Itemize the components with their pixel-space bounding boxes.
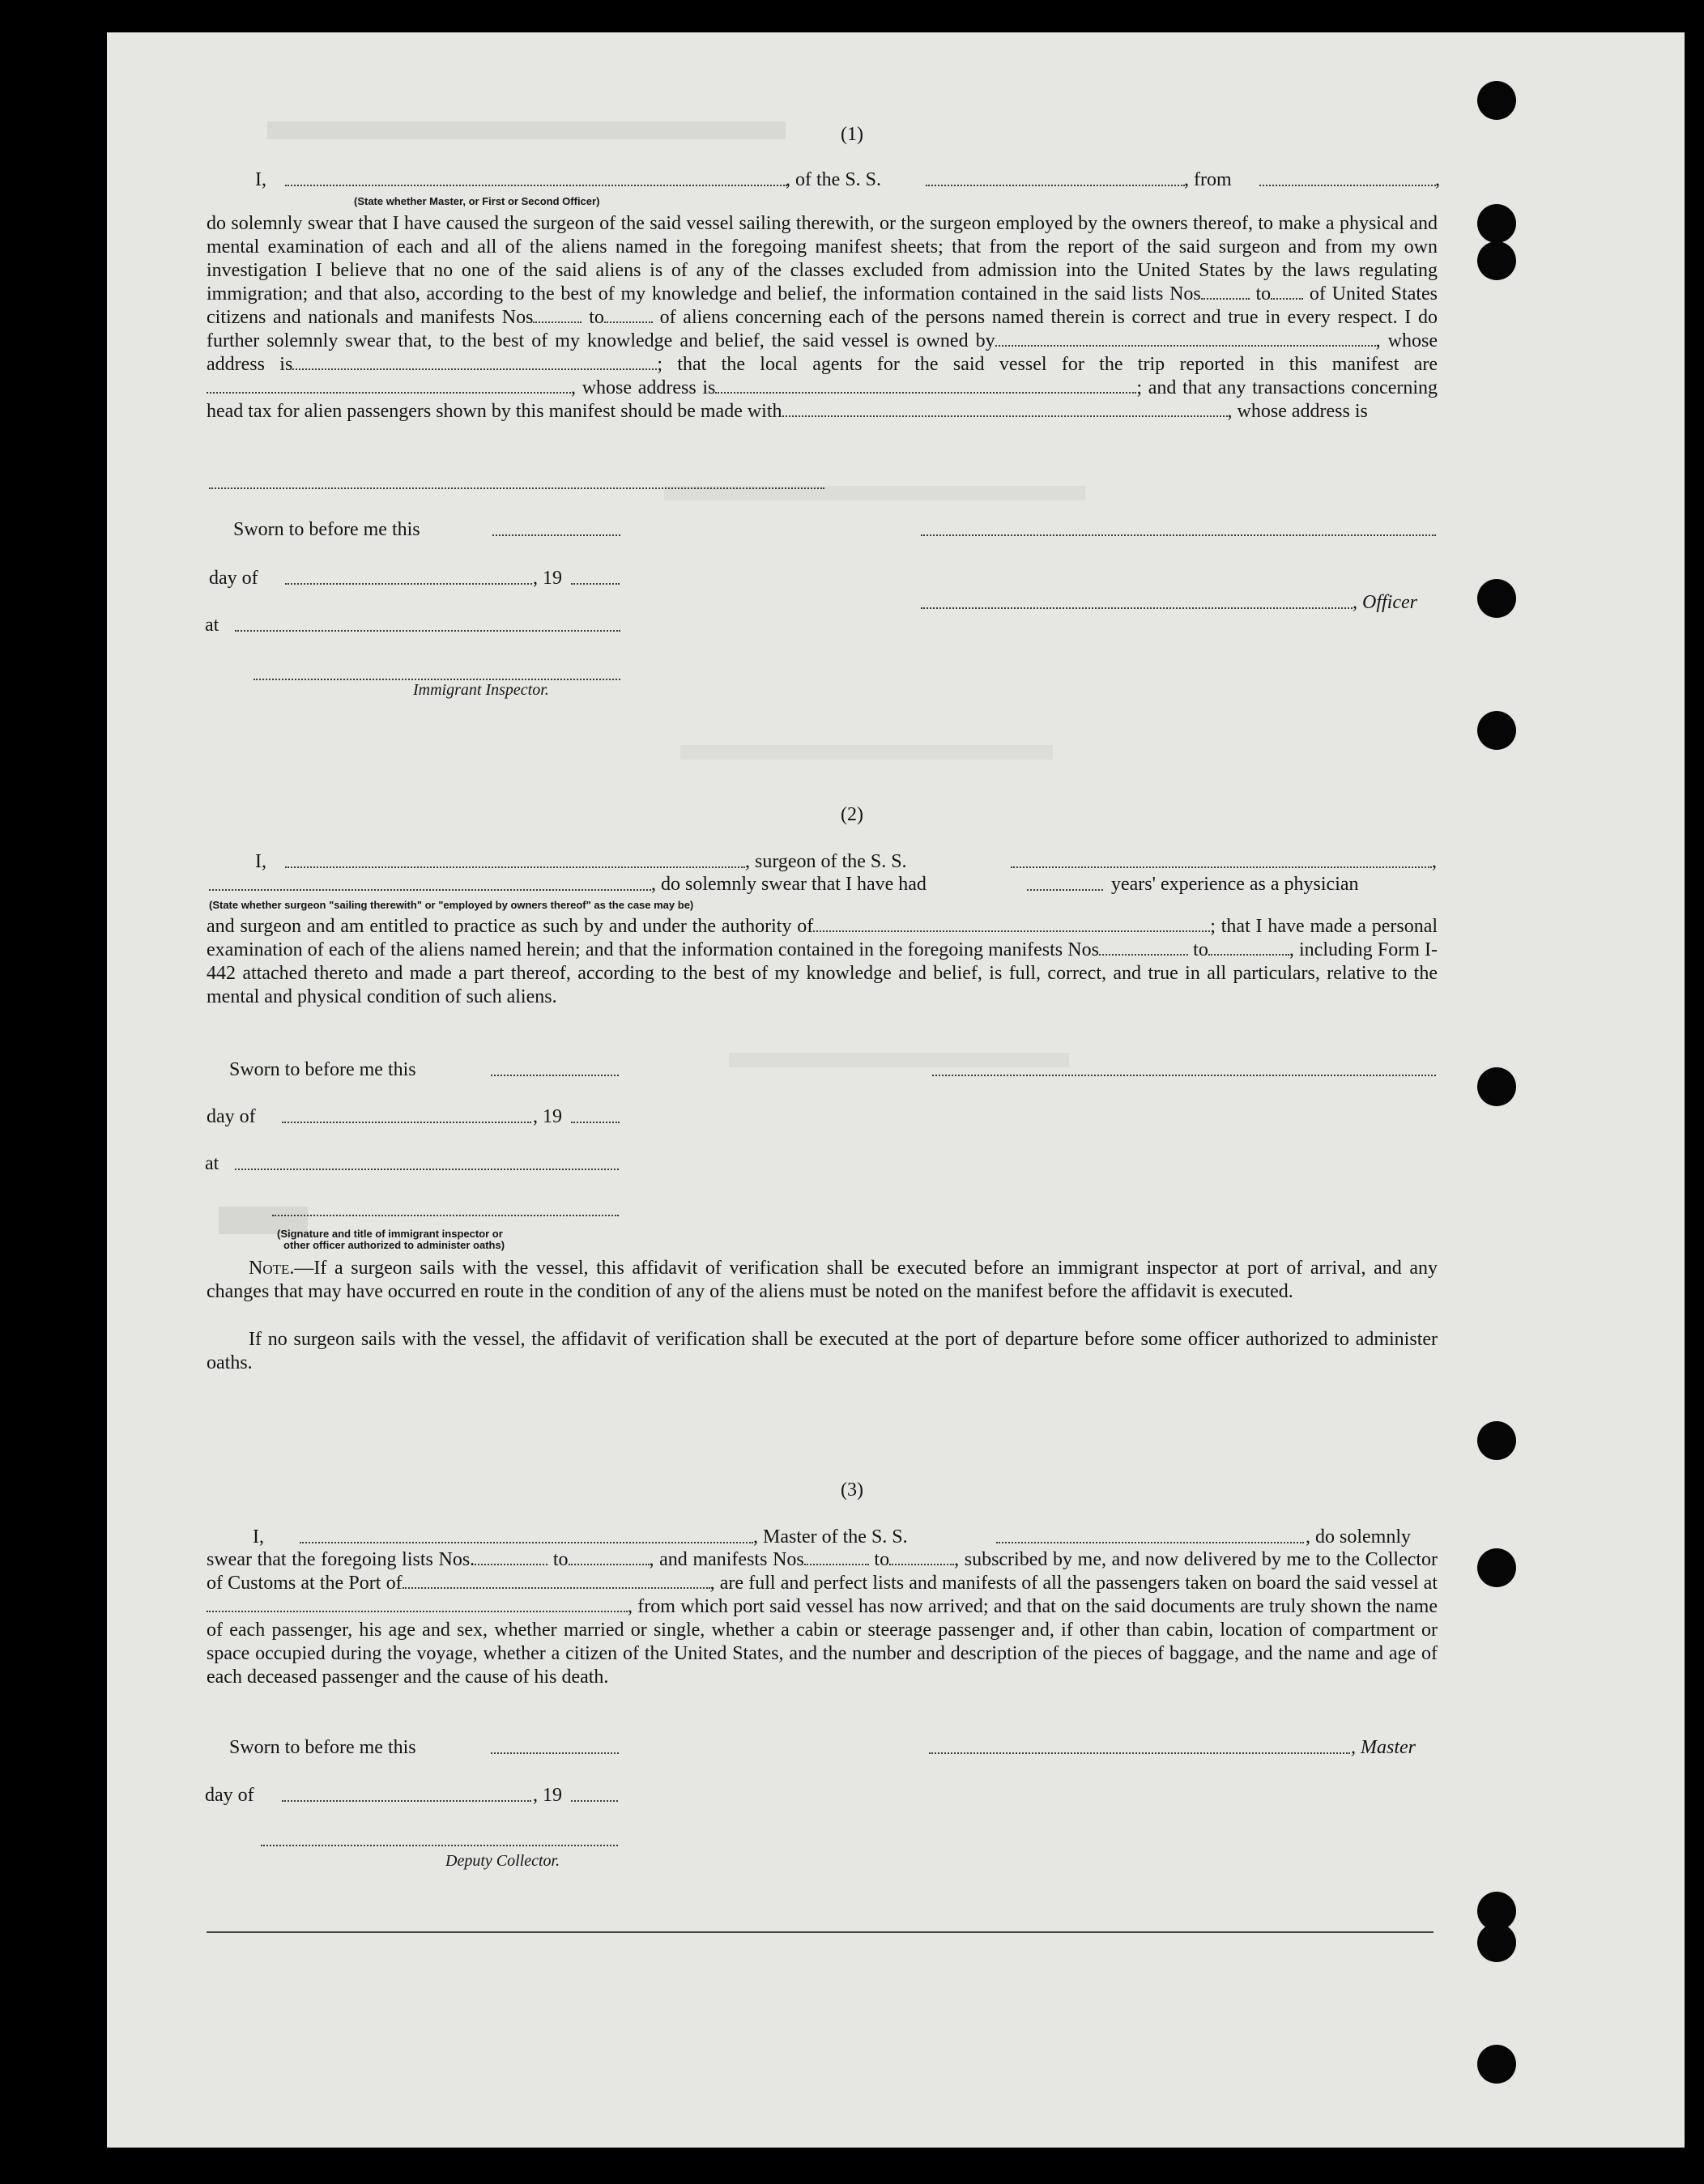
note-paragraph-1 xyxy=(207,1257,1438,1304)
year-label-1: , 19 xyxy=(533,568,562,589)
punch-hole xyxy=(1477,1421,1516,1460)
section-1-from: , from xyxy=(1184,169,1232,190)
sworn-label-2: Sworn to before me this xyxy=(229,1059,416,1080)
punch-hole xyxy=(1477,2045,1516,2084)
surgeon-status-field[interactable] xyxy=(209,889,651,891)
section-3-i: I, xyxy=(253,1526,264,1548)
day-of-label-2: day of xyxy=(207,1106,256,1127)
day-of-label-3: day of xyxy=(205,1785,254,1806)
to-word: to xyxy=(589,307,604,328)
place-field-2[interactable] xyxy=(235,1169,619,1170)
head-tax-address-field[interactable] xyxy=(209,487,824,489)
section-1-i: I, xyxy=(255,169,266,190)
departure-port-field[interactable] xyxy=(1259,185,1436,186)
note-paragraph-2 xyxy=(207,1328,1438,1375)
section-3-body-a: swear that the foregoing lists Nos. xyxy=(207,1549,475,1570)
surgeon-manifests-from-field[interactable] xyxy=(1099,939,1188,956)
section-3-body-c: manifests of all the passengers taken on board the said vessel at xyxy=(942,1573,1438,1594)
place-field-1[interactable] xyxy=(235,630,620,632)
head-tax-party-field[interactable] xyxy=(782,401,1228,417)
section-1-body-a: do solemnly swear that I have caused the surgeon of the said vessel sailing therewith, or the surgeon employed by the owners thereof, to make a physical and mental examination of each and all of the aliens named in the foregoing manifest sheets; that from the report of the said surgeon and from my own investigation I believe that no one of the said aliens is of any of the classes excluded from admission into the United States by the laws regulating immigration; and that also, according to the best of my knowledge and belief, the information contained in the said lists Nos xyxy=(207,213,1438,304)
and-manifests-label: , and manifests Nos xyxy=(649,1549,804,1570)
section-1-body-c: of aliens concerning each of the persons named therein is correct and true in every respect. I do further solemnly swear that, to the best of my knowledge and belief, the said vessel is owned by xyxy=(207,307,1438,351)
master-name-field[interactable] xyxy=(285,185,787,186)
punch-hole xyxy=(1477,204,1516,243)
section-3-body-d: port said vessel has now arrived; and that on the said documents are truly shown the name of each passenger, his age and sex, whether married or single, whether a cabin or steerage passenger and, if other than cabin, location of compartment or space occupied during the voyage, whether a citizen of the United States, and the number and description of the pieces of baggage, and the name and age of each deceased passenger and the cause of his death. xyxy=(207,1596,1438,1688)
section-2-body-c: , including Form I-442 attached thereto and made a part thereof, according to the best of my knowledge and belief, is full, correct, and true in all particulars, relative to the mental and physical condition of such aliens. xyxy=(207,939,1438,1007)
sworn-label-3: Sworn to before me this xyxy=(229,1737,416,1758)
section-2-number: (2) xyxy=(841,804,863,825)
at-label-2: at xyxy=(205,1153,219,1174)
authority-field[interactable] xyxy=(813,916,1210,932)
years-label: years' experience as a physician xyxy=(1111,874,1359,895)
punch-hole xyxy=(1477,1923,1516,1962)
to-word: to xyxy=(874,1549,890,1570)
section-2-body-b: that I have made a personal examination of each of the aliens named herein; and that the information contained in the foregoing manifests Nos xyxy=(207,916,1438,960)
surgeon-manifests-to-field[interactable] xyxy=(1208,939,1289,956)
surgeon-name-field[interactable] xyxy=(285,866,745,868)
section-2-body: and surgeon and am entitled to practice as such by and under the authority of ; that I have made a personal examination of each of the aliens named herein; and that the information contained in the foregoing manifests Nos to , including Form I-442 attached thereto and made a part thereof, according to the best of my knowledge and belief, is full, correct, and true in all particulars, relative to the mental and physical condition of such aliens. xyxy=(207,916,1438,1007)
port-of-arrival-field[interactable] xyxy=(403,1573,710,1589)
officer-name-field[interactable] xyxy=(921,607,1353,609)
year-field-1[interactable] xyxy=(571,583,620,585)
month-field-2[interactable] xyxy=(282,1122,531,1123)
lists-to-field-3[interactable] xyxy=(569,1549,650,1565)
solemnly-label: , do solemnly xyxy=(1306,1526,1411,1548)
owner-field[interactable] xyxy=(995,330,1376,347)
deputy-caption: Deputy Collector. xyxy=(445,1852,560,1870)
sworn-date-field-2[interactable] xyxy=(491,1075,619,1076)
surgeon-of-label: , surgeon of the S. S. xyxy=(745,851,907,872)
punch-hole xyxy=(1477,1067,1516,1106)
owner-address-field[interactable] xyxy=(292,354,657,370)
lists-from-field-3[interactable] xyxy=(475,1549,547,1565)
master-signature-field[interactable] xyxy=(929,1752,1350,1754)
section-3-body xyxy=(207,1548,1438,1689)
master-label: , Master xyxy=(1351,1737,1416,1758)
sworn-date-field-1[interactable] xyxy=(492,534,620,536)
officer-label: , Officer xyxy=(1353,592,1417,613)
inspector-caption: Immigrant Inspector. xyxy=(413,681,549,699)
note-text-1: —If a surgeon sails with the vessel, this affidavit of verification shall be executed before an immigrant inspector at port of arrival, and any changes that may have occurred en route in the condition of any of the aliens must be noted on the manifest before the affidavit is executed. xyxy=(207,1258,1438,1302)
manifests-to-field[interactable] xyxy=(604,307,653,323)
comma-mark: , xyxy=(1435,169,1440,190)
bleed-through-mark xyxy=(680,745,1053,760)
at-label-1: at xyxy=(205,615,219,636)
bleed-through-mark xyxy=(729,1053,1069,1067)
signature-field-2[interactable] xyxy=(932,1075,1436,1076)
comma-mark: , xyxy=(1432,851,1437,872)
manifests-from-field-3[interactable] xyxy=(804,1549,869,1565)
ship-name-field-3[interactable] xyxy=(996,1542,1304,1543)
year-field-2[interactable] xyxy=(571,1122,620,1123)
surgeon-status-note: (State whether surgeon "sailing therewith" or "employed by owners thereof" as the case may be) xyxy=(209,899,694,911)
owner-address-label: , whose address is xyxy=(207,330,1438,375)
full-label: , are full and perfect lists and xyxy=(709,1573,937,1594)
month-field-3[interactable] xyxy=(282,1800,531,1802)
head-tax-address-label: , whose address is xyxy=(1227,401,1368,422)
section-2-body-a: and surgeon and am entitled to practice as such by and under the authority of xyxy=(207,916,814,937)
subscribed-label: , subscribed by me, and now xyxy=(954,1549,1179,1570)
master-name-field-3[interactable] xyxy=(300,1542,753,1543)
agents-address-field[interactable] xyxy=(715,377,1136,394)
surgeon-ship-field[interactable] xyxy=(1011,866,1432,868)
section-3-number: (3) xyxy=(841,1479,863,1501)
section-3-body-b: delivered by me to the Collector of Customs at the Port of xyxy=(207,1549,1438,1594)
section-1-body-e: ; and that any transactions concerning head tax for alien passengers shown by this manifest should be made with xyxy=(207,377,1438,422)
signature-field-1[interactable] xyxy=(921,534,1436,536)
year-label-2: , 19 xyxy=(533,1106,562,1127)
to-word: to xyxy=(1193,939,1208,960)
punch-hole xyxy=(1477,81,1516,120)
bottom-rule xyxy=(207,1931,1433,1933)
section-1-body: do solemnly swear that I have caused the surgeon of the said vessel sailing therewith, or the surgeon employed by the owners thereof, to make a physical and mental examination of each and all of the aliens named in the foregoing manifest sheets; that from the report of the said surgeon and from my own investigation I believe that no one of the said aliens is of any of the classes excluded from admission into the United States by the laws regulating immigration; and that also, according to the best of my knowledge and belief, the information contained in the said lists Nos to of United States citizens and nationals and manifests Nos to of aliens concerning each of the persons named therein is correct and true in every respect. I do further solemnly swear that, to the best of my knowledge and belief, the said vessel is owned by , whose address is ; that the local agents for the said vessel for the trip reported in this manifest are, whose address is ; and that any transactions concerning head tax for alien passengers shown by this manifest should be made with , whose address is xyxy=(207,213,1438,422)
sworn-date-field-3[interactable] xyxy=(491,1752,619,1754)
punch-hole xyxy=(1477,1548,1516,1587)
year-field-3[interactable] xyxy=(571,1800,618,1802)
local-agents-field[interactable] xyxy=(207,377,571,394)
day-of-label-1: day of xyxy=(209,568,258,589)
ship-name-field[interactable] xyxy=(926,185,1185,186)
section-1-body-b: of United States citizens and nationals and manifests Nos xyxy=(207,283,1438,328)
master-of-label: , Master of the S. S. xyxy=(753,1526,908,1548)
note-label: Note. xyxy=(249,1258,295,1279)
signature-note-1: (Signature and title of immigrant inspector or xyxy=(277,1228,503,1240)
years-experience-field[interactable] xyxy=(1027,889,1103,891)
section-2-i: I, xyxy=(255,851,266,872)
punch-hole xyxy=(1477,241,1516,280)
agents-address-label: whose address is xyxy=(581,377,716,398)
master-note: (State whether Master, or First or Second Officer) xyxy=(354,195,600,207)
section-1-body-d: that the local agents for the said vessel for the trip reported in this manifest are xyxy=(677,354,1438,375)
lists-to-field[interactable] xyxy=(1271,283,1303,300)
deputy-signature-field[interactable] xyxy=(261,1845,618,1846)
signature-note-2: other officer authorized to administer oaths) xyxy=(283,1239,505,1251)
sworn-label-1: Sworn to before me this xyxy=(233,519,420,540)
month-field-1[interactable] xyxy=(285,583,532,585)
boarding-port-field[interactable] xyxy=(207,1596,628,1612)
from-which-label: , from which xyxy=(628,1596,728,1617)
swear-label-2: , do solemnly swear that I have had xyxy=(651,874,927,895)
year-label-3: , 19 xyxy=(533,1785,562,1806)
to-word: to xyxy=(1255,283,1272,304)
manifests-to-field-3[interactable] xyxy=(889,1549,954,1565)
manifests-from-field[interactable] xyxy=(533,307,581,323)
section-1-of-ss: , of the S. S. xyxy=(786,169,882,190)
to-word: to xyxy=(552,1549,569,1570)
punch-hole xyxy=(1477,711,1516,750)
section-1-number: (1) xyxy=(841,124,863,145)
note-text-2: If no surgeon sails with the vessel, the affidavit of verification shall be executed at the port of departure before some officer authorized to administer oaths. xyxy=(207,1329,1438,1373)
lists-from-field[interactable] xyxy=(1201,283,1250,300)
certifier-signature-field[interactable] xyxy=(272,1215,619,1216)
punch-hole xyxy=(1477,579,1516,618)
